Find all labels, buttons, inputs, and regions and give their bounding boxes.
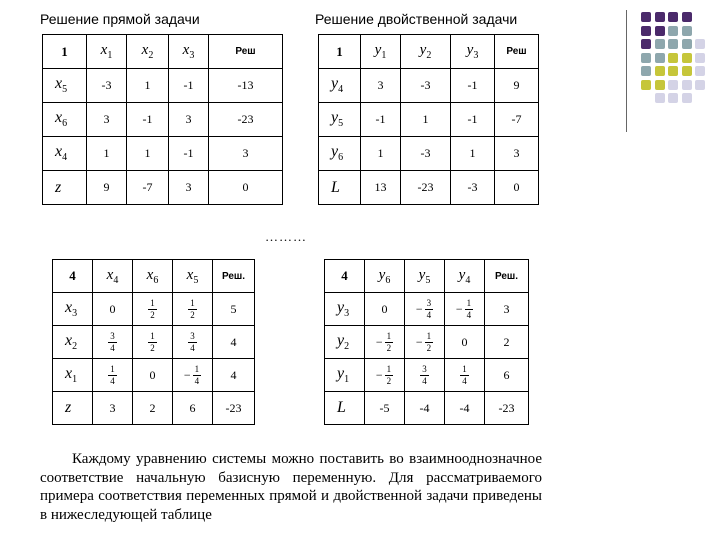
table-cell: 3 xyxy=(169,103,209,137)
decorative-square xyxy=(695,39,705,49)
table-cell: $\frac{3}{4}$ xyxy=(405,359,445,392)
table-corner: 1 xyxy=(43,35,87,69)
table-cell: 1 xyxy=(127,69,169,103)
row-label: z xyxy=(43,171,87,205)
table-cell: $\frac{1}{4}$ xyxy=(445,359,485,392)
column-header: $y_5$ xyxy=(405,260,445,293)
table-cell: 3 xyxy=(87,103,127,137)
table-cell: -3 xyxy=(401,69,451,103)
decorative-square xyxy=(655,26,665,36)
table-cell: − $\frac{1}{4}$ xyxy=(173,359,213,392)
column-header: $x_5$ xyxy=(173,260,213,293)
ellipsis-dots: ……… xyxy=(265,229,307,244)
column-header: $y_4$ xyxy=(445,260,485,293)
table-cell: 4 xyxy=(213,359,255,392)
table-corner: 1 xyxy=(319,35,361,69)
row-label: $y_2$ xyxy=(325,326,365,359)
decorative-square xyxy=(641,39,651,49)
table-cell: -7 xyxy=(495,103,539,137)
column-header: $y_1$ xyxy=(361,35,401,69)
column-header: $y_2$ xyxy=(401,35,451,69)
table-cell: − $\frac{1}{2}$ xyxy=(405,326,445,359)
table-cell: -23 xyxy=(213,392,255,425)
table-cell: 3 xyxy=(485,293,529,326)
decorative-square xyxy=(695,53,705,63)
table-corner: 4 xyxy=(53,260,93,293)
decorative-square xyxy=(655,80,665,90)
table-cell: 3 xyxy=(169,171,209,205)
decorative-square xyxy=(655,66,665,76)
decorative-square xyxy=(655,39,665,49)
table-cell: 0 xyxy=(93,293,133,326)
decorative-square xyxy=(668,93,678,103)
table-cell: 0 xyxy=(209,171,283,205)
dual-heading: Решение двойственной задачи xyxy=(315,11,518,27)
row-label: $y_1$ xyxy=(325,359,365,392)
row-label: $x_6$ xyxy=(43,103,87,137)
table-cell: − $\frac{1}{2}$ xyxy=(365,326,405,359)
table-cell: 3 xyxy=(495,137,539,171)
row-label: $x_3$ xyxy=(53,293,93,326)
decorative-square xyxy=(682,66,692,76)
table-cell: -7 xyxy=(127,171,169,205)
primal-initial-table xyxy=(42,34,283,205)
decorative-square xyxy=(655,12,665,22)
table-cell: $\frac{1}{4}$ xyxy=(93,359,133,392)
table-cell: 5 xyxy=(213,293,255,326)
decorative-square xyxy=(682,12,692,22)
table-cell: -1 xyxy=(169,137,209,171)
table-cell: $\frac{1}{2}$ xyxy=(173,293,213,326)
row-label: $y_5$ xyxy=(319,103,361,137)
table-cell: -3 xyxy=(451,171,495,205)
primal-heading: Решение прямой задачи xyxy=(40,11,200,27)
column-header: Реш. xyxy=(485,260,529,293)
table-cell: 0 xyxy=(133,359,173,392)
decorative-square xyxy=(641,26,651,36)
row-label: $x_5$ xyxy=(43,69,87,103)
column-header: Реш. xyxy=(213,260,255,293)
table-cell: 1 xyxy=(127,137,169,171)
table-cell: 13 xyxy=(361,171,401,205)
decorative-square xyxy=(641,66,651,76)
decorative-square xyxy=(682,26,692,36)
table-cell: 6 xyxy=(485,359,529,392)
table-cell: 9 xyxy=(87,171,127,205)
table-cell: 3 xyxy=(361,69,401,103)
row-label: z xyxy=(53,392,93,425)
decorative-square xyxy=(682,93,692,103)
table-cell: $\frac{1}{2}$ xyxy=(133,293,173,326)
table-cell: $\frac{3}{4}$ xyxy=(93,326,133,359)
table-corner: 4 xyxy=(325,260,365,293)
table-cell: -4 xyxy=(445,392,485,425)
column-header: $y_6$ xyxy=(365,260,405,293)
table-cell: $\frac{1}{2}$ xyxy=(133,326,173,359)
column-header: $x_3$ xyxy=(169,35,209,69)
column-header: Реш xyxy=(495,35,539,69)
table-cell: -1 xyxy=(169,69,209,103)
table-cell: -1 xyxy=(451,103,495,137)
decorative-square xyxy=(682,53,692,63)
row-label: $y_3$ xyxy=(325,293,365,326)
table-cell: -1 xyxy=(127,103,169,137)
table-cell: $\frac{3}{4}$ xyxy=(173,326,213,359)
table-cell: -1 xyxy=(451,69,495,103)
table-cell: 3 xyxy=(209,137,283,171)
row-label: $x_2$ xyxy=(53,326,93,359)
decorative-square xyxy=(655,53,665,63)
table-cell: -23 xyxy=(485,392,529,425)
table-cell: 2 xyxy=(485,326,529,359)
row-label: L xyxy=(319,171,361,205)
decorative-square xyxy=(668,80,678,90)
column-header: Реш xyxy=(209,35,283,69)
row-label: $y_4$ xyxy=(319,69,361,103)
decorative-square xyxy=(641,80,651,90)
decorative-square xyxy=(655,93,665,103)
column-header: $x_6$ xyxy=(133,260,173,293)
decorative-square xyxy=(682,80,692,90)
decorative-square xyxy=(682,39,692,49)
column-header: $y_3$ xyxy=(451,35,495,69)
decorative-square xyxy=(668,12,678,22)
table-cell: 2 xyxy=(133,392,173,425)
paragraph-text: Каждому уравнению системы можно поставить во взаимнооднозначное соответствие начальную базисную переменную. Для рассматриваемого примера соответствия переменных прямой и двойственной задачи приведены в нижеследующей таблице xyxy=(40,451,542,523)
table-cell: -23 xyxy=(401,171,451,205)
table-cell: 1 xyxy=(87,137,127,171)
primal-final-table xyxy=(52,259,255,425)
table-cell: 9 xyxy=(495,69,539,103)
table-cell: − $\frac{1}{2}$ xyxy=(365,359,405,392)
divider-line xyxy=(626,10,627,132)
decorative-square xyxy=(668,26,678,36)
table-cell: 1 xyxy=(401,103,451,137)
row-label: $x_4$ xyxy=(43,137,87,171)
table-cell: − $\frac{3}{4}$ xyxy=(405,293,445,326)
dual-initial-table xyxy=(318,34,539,205)
row-label: $y_6$ xyxy=(319,137,361,171)
table-cell: 3 xyxy=(93,392,133,425)
body-paragraph xyxy=(40,450,542,524)
row-label: L xyxy=(325,392,365,425)
decorative-square xyxy=(668,66,678,76)
table-cell: 0 xyxy=(495,171,539,205)
decorative-square xyxy=(641,12,651,22)
table-cell: -3 xyxy=(401,137,451,171)
decorative-square xyxy=(695,80,705,90)
decorative-square xyxy=(668,39,678,49)
table-cell: 1 xyxy=(361,137,401,171)
row-label: $x_1$ xyxy=(53,359,93,392)
table-cell: -13 xyxy=(209,69,283,103)
column-header: $x_1$ xyxy=(87,35,127,69)
table-cell: -1 xyxy=(361,103,401,137)
table-cell: 0 xyxy=(445,326,485,359)
table-cell: -5 xyxy=(365,392,405,425)
decorative-square xyxy=(641,53,651,63)
table-cell: -3 xyxy=(87,69,127,103)
dual-final-table xyxy=(324,259,529,425)
decorative-square xyxy=(668,53,678,63)
column-header: $x_4$ xyxy=(93,260,133,293)
table-cell: − $\frac{1}{4}$ xyxy=(445,293,485,326)
table-cell: 4 xyxy=(213,326,255,359)
table-cell: 6 xyxy=(173,392,213,425)
table-cell: -4 xyxy=(405,392,445,425)
table-cell: 0 xyxy=(365,293,405,326)
table-cell: 1 xyxy=(451,137,495,171)
decorative-square xyxy=(695,66,705,76)
column-header: $x_2$ xyxy=(127,35,169,69)
table-cell: -23 xyxy=(209,103,283,137)
